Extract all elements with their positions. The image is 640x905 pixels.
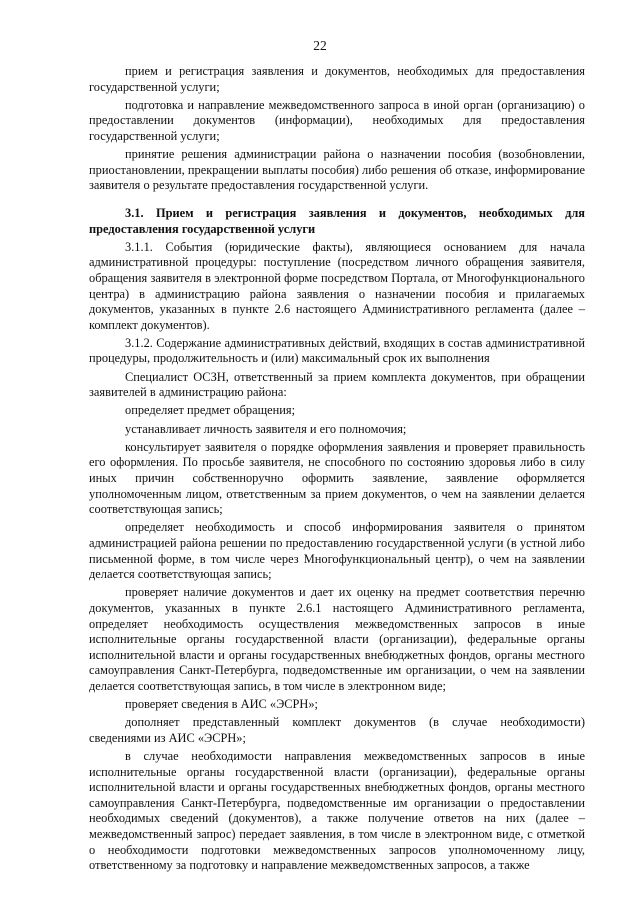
paragraph: дополняет представленный комплект документов (в случае необходимости) сведениями из АИС «ЭСРН»; <box>89 715 585 745</box>
paragraph: консультирует заявителя о порядке оформления заявления и проверяет правильность его оформления. По просьбе заявителя, не способного по состоянию здоровья либо в силу иных причин собственноручно оформить заявление, заявление оформляется уполномоченным лицом, ответственным за прием документов, о чем на заявлении делается соответствующая запись; <box>89 439 585 517</box>
paragraph: в случае необходимости направления межведомственных запросов в иные исполнительные органы государственной власти (организации), федеральные органы исполнительной власти и органы государственных внебюджетных фондов, органы местного самоуправления Санкт-Петербурга, подведомственные им организации о предоставлении необходимых сведений (документов), а также получение ответов на них (далее – межведомственный запрос) передает заявления, в том числе в электронном виде, с отметкой о необходимости подготовки межведомственных запросов уполномоченному лицу, ответственному за подготовку и направление межведомственных запросов, а также <box>89 749 585 873</box>
paragraph: устанавливает личность заявителя и его полномочия; <box>125 421 407 436</box>
section-heading: 3.1. Прием и регистрация заявления и документов, необходимых для предоставления государственной услуги <box>89 205 585 236</box>
paragraph: 3.1.2. Содержание административных действий, входящих в состав административной процедуры, продолжительность и (или) максимальный срок их выполнения <box>89 335 585 366</box>
paragraph: принятие решения администрации района о назначении пособия (возобновлении, приостановлении, прекращении выплаты пособия) либо решения об отказе, информирование заявителя о результате предоставления государственной услуги. <box>89 147 585 193</box>
paragraph: определяет предмет обращения; <box>125 403 296 418</box>
paragraph: 3.1.1. События (юридические факты), являющиеся основанием для начала административной процедуры: поступление (посредством личного обращения заявителя, обращения заявителя в электронной форме посредством Портала, от Многофункционального центра) в администрацию района заявления о назначении пособия и прилагаемых документов, указанных в пункте 2.6 настоящего Административного регламента (далее – комплект документов). <box>89 239 585 332</box>
paragraph: Специалист ОСЗН, ответственный за прием комплекта документов, при обращении заявителей в администрацию района: <box>89 369 585 400</box>
paragraph: проверяет наличие документов и дает их оценку на предмет соответствия перечню документов, указанных в пункте 2.6.1 настоящего Административного регламента, определяет необходимость осуществления межведомственных запросов в иные исполнительные органы государственной власти (организации), федеральные органы исполнительной власти и органы государственных внебюджетных фондов, органы местного самоуправления Санкт-Петербурга, подведомственные им организации, о чем на заявлении делается соответствующая запись, в том числе в электронном виде; <box>89 585 585 693</box>
paragraph: определяет необходимость и способ информирования заявителя о принятом администрацией района решении по предоставлению государственной услуги (в устной либо письменной форме, в том числе через Многофункциональный центр), о чем на заявлении делается соответствующая запись; <box>89 520 585 582</box>
paragraph: прием и регистрация заявления и документов, необходимых для предоставления государственной услуги; <box>89 64 585 94</box>
paragraph: подготовка и направление межведомственного запроса в иной орган (организацию) о предоставлении документов (информации), необходимых для предоставления государственной услуги; <box>89 97 585 143</box>
page-number: 22 <box>313 38 327 53</box>
document-body <box>89 64 585 876</box>
paragraph: проверяет сведения в АИС «ЭСРН»; <box>125 697 319 712</box>
